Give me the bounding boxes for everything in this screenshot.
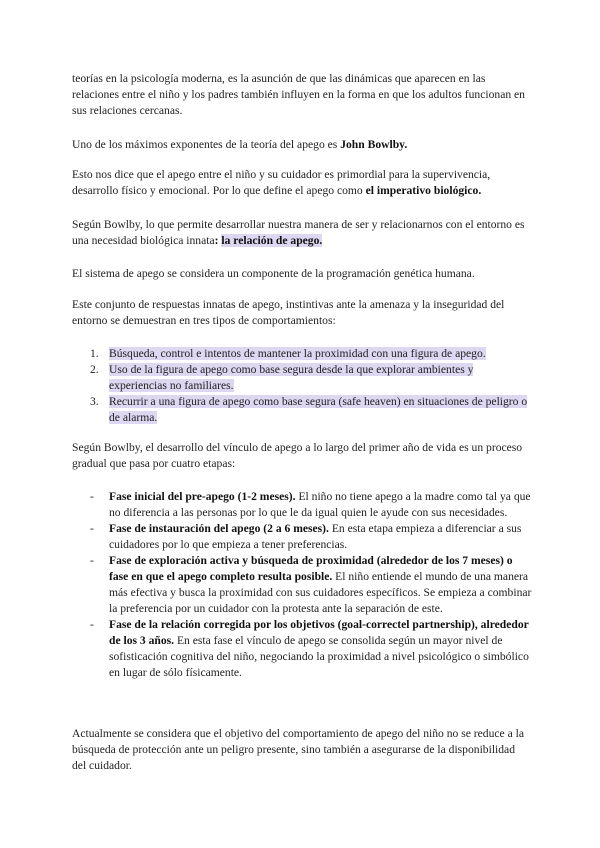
behaviors-ordered-list bbox=[72, 346, 532, 426]
list-item: 3. Recurrir a una figura de apego como base segura (safe heaven) en situaciones de peligro o de alarma. bbox=[90, 395, 528, 424]
list-item: 2. Uso de la figura de apego como base segura desde la que explorar ambientes y experiencias no familiares. bbox=[90, 363, 474, 392]
paragraph-stages-intro: Según Bowlby, el desarrollo del vínculo de apego a lo largo del primer año de vida es un proceso gradual que pasa por cuatro etapas: bbox=[72, 441, 523, 470]
paragraph-bowlby: Uno de los máximos exponentes de la teoría del apego es John Bowlby. bbox=[72, 138, 408, 151]
paragraph-conclusion: Actualmente se considera que el objetivo del comportamiento de apego del niño no se reduce a la búsqueda de protección ante un peligro presente, sino también a asegurarse de la disponibilidad del cuidador. bbox=[72, 727, 524, 772]
paragraph-response-types: Este conjunto de respuestas innatas de apego, instintivas ante la amenaza y la inseguridad del entorno se demuestran en tres tipos de comportamientos: bbox=[72, 298, 505, 327]
list-item: - Fase de instauración del apego (2 a 6 meses). En esta etapa empieza a diferenciar a sus cuidadores por lo que empieza a tener preferencias. bbox=[90, 522, 522, 551]
paragraph-bowlby-relationship: Según Bowlby, lo que permite desarrollar nuestra manera de ser y relacionarnos con el entorno es una necesidad biológica innata: la relación de apego. bbox=[72, 218, 525, 247]
list-item: 1. Búsqueda, control e intentos de mantener la proximidad con una figura de apego. bbox=[90, 347, 486, 360]
attachment-relationship-highlight: la relación de apego. bbox=[221, 234, 323, 247]
list-item: - Fase inicial del pre-apego (1-2 meses). El niño no tiene apego a la madre como tal ya que no diferencia a las personas por lo que le da igual quien le ayude con sus necesidades. bbox=[90, 490, 531, 519]
biological-imperative: el imperativo biológico. bbox=[365, 184, 482, 197]
paragraph-genetic-programming: El sistema de apego se considera un componente de la programación genética humana. bbox=[72, 267, 475, 280]
paragraph-attachment-definition: Esto nos dice que el apego entre el niño y su cuidador es primordial para la supervivencia, desarrollo físico y emocional. Por lo que define el apego como el imperativo biológico. bbox=[72, 168, 491, 197]
stages-bullet-list bbox=[72, 489, 532, 681]
list-item: - Fase de exploración activa y búsqueda de proximidad (alrededor de los 7 meses) o fase en que el apego completo resulta posible. El niño entiende el mundo de una manera más efectiva y busca la proximidad con sus cuidadores específicos. Se empieza a combinar la preferencia por un cuidador con la protesta ante la separación de este. bbox=[90, 554, 532, 615]
paragraph-intro-continued: teorías en la psicología moderna, es la asunción de que las dinámicas que aparecen en las relaciones entre el niño y los padres también influyen en la forma en que los adultos funcionan en sus relaciones cercanas. bbox=[72, 72, 525, 117]
bowlby-name: John Bowlby. bbox=[340, 138, 408, 151]
list-item: - Fase de la relación corregida por los objetivos (goal-correctel partnership), alrededor de los 3 años. En esta fase el vínculo de apego se consolida según un mayor nivel de sofisticación cognitiva del niño, negociando la proximidad a nivel psicológico o simbólico en lugar de sólo físicamente. bbox=[90, 618, 529, 679]
